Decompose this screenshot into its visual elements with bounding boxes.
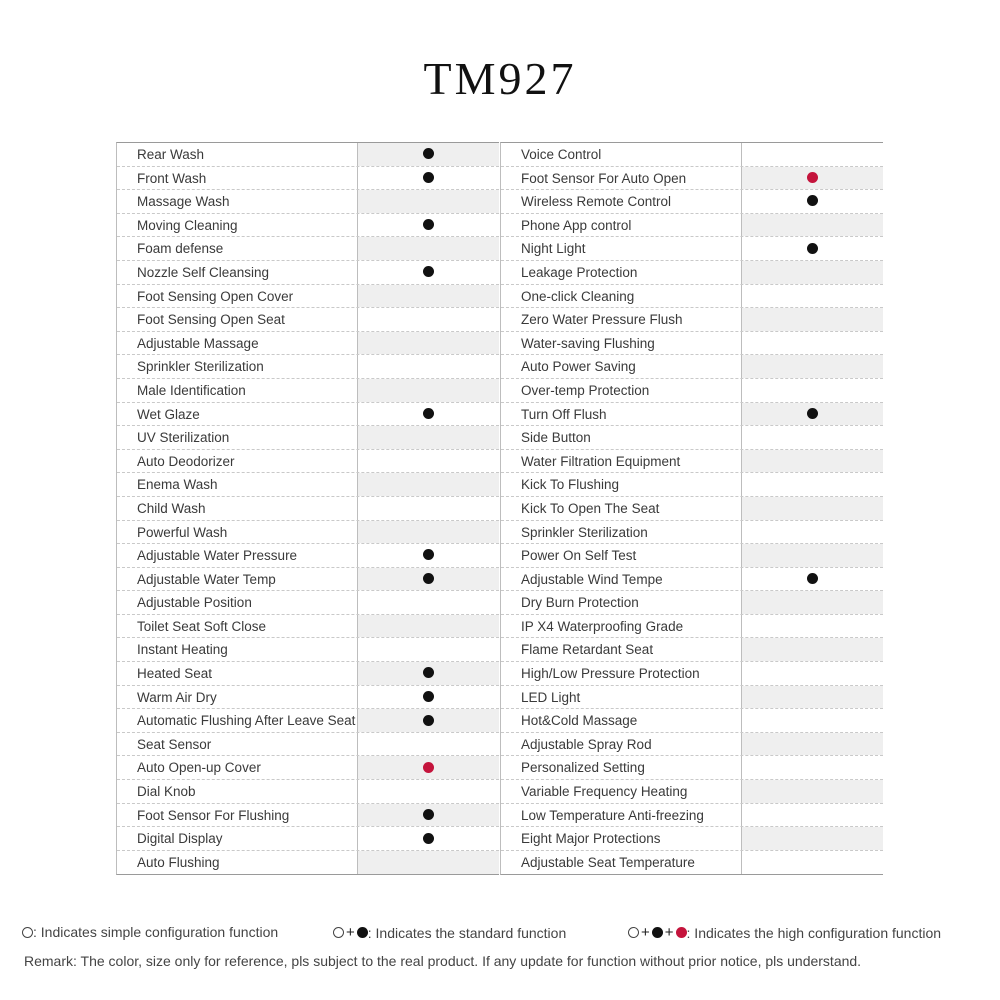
feature-row bbox=[117, 143, 499, 167]
legend-high-text: : Indicates the high configuration function bbox=[686, 924, 942, 941]
feature-mark-cell bbox=[741, 638, 883, 661]
feature-row bbox=[117, 733, 499, 757]
feature-row bbox=[501, 473, 883, 497]
feature-mark-cell bbox=[357, 568, 499, 591]
feature-label: Seat Sensor bbox=[137, 736, 212, 752]
feature-row bbox=[117, 686, 499, 710]
black-dot-icon bbox=[423, 573, 434, 584]
feature-row bbox=[501, 450, 883, 474]
feature-mark-cell bbox=[741, 521, 883, 544]
feature-label: Auto Flushing bbox=[137, 854, 220, 870]
feature-mark-cell bbox=[357, 615, 499, 638]
feature-mark-cell bbox=[741, 308, 883, 331]
feature-mark-cell bbox=[357, 473, 499, 496]
feature-row bbox=[117, 473, 499, 497]
feature-mark-cell bbox=[357, 450, 499, 473]
feature-label: Rear Wash bbox=[137, 147, 205, 162]
feature-row bbox=[501, 167, 883, 191]
feature-mark-cell bbox=[357, 403, 499, 426]
feature-label: Hot&Cold Massage bbox=[521, 713, 638, 729]
feature-label: Sprinkler Sterilization bbox=[521, 524, 648, 540]
feature-row bbox=[501, 686, 883, 710]
legend-simple bbox=[22, 924, 278, 940]
feature-mark-cell bbox=[741, 851, 883, 875]
black-dot-icon bbox=[423, 667, 434, 678]
plus-sign: + bbox=[664, 924, 674, 941]
feature-table-left bbox=[116, 142, 499, 875]
feature-label: Sprinkler Sterilization bbox=[137, 359, 264, 375]
feature-mark-cell bbox=[741, 544, 883, 567]
feature-mark-cell bbox=[357, 332, 499, 355]
feature-row bbox=[501, 591, 883, 615]
feature-row bbox=[117, 709, 499, 733]
feature-row bbox=[117, 403, 499, 427]
feature-mark-cell bbox=[741, 615, 883, 638]
feature-label: Kick To Flushing bbox=[521, 477, 620, 493]
red-dot-icon bbox=[676, 927, 687, 938]
feature-label: Warm Air Dry bbox=[137, 689, 217, 705]
feature-mark-cell bbox=[741, 827, 883, 850]
feature-row bbox=[117, 851, 499, 875]
feature-label: Low Temperature Anti-freezing bbox=[521, 807, 704, 823]
feature-row bbox=[501, 756, 883, 780]
feature-mark-cell bbox=[741, 190, 883, 213]
feature-row bbox=[501, 709, 883, 733]
feature-mark-cell bbox=[357, 261, 499, 284]
feature-mark-cell bbox=[357, 379, 499, 402]
feature-label: Dial Knob bbox=[137, 784, 196, 800]
feature-row bbox=[117, 662, 499, 686]
feature-label: Flame Retardant Seat bbox=[521, 642, 654, 658]
black-dot-icon bbox=[423, 172, 434, 183]
feature-mark-cell bbox=[357, 237, 499, 260]
black-dot-icon bbox=[807, 408, 818, 419]
feature-mark-cell bbox=[741, 497, 883, 520]
feature-mark-cell bbox=[357, 804, 499, 827]
black-dot-icon bbox=[423, 809, 434, 820]
feature-row bbox=[117, 780, 499, 804]
feature-mark-cell bbox=[357, 591, 499, 614]
feature-row bbox=[501, 851, 883, 875]
feature-mark-cell bbox=[357, 756, 499, 779]
feature-label: Moving Cleaning bbox=[137, 217, 238, 233]
feature-label: Over-temp Protection bbox=[521, 382, 650, 398]
feature-label: Child Wash bbox=[137, 500, 206, 516]
feature-mark-cell bbox=[741, 756, 883, 779]
feature-mark-cell bbox=[741, 709, 883, 732]
black-dot-icon bbox=[423, 219, 434, 230]
feature-row bbox=[117, 497, 499, 521]
feature-mark-cell bbox=[357, 167, 499, 190]
feature-label: High/Low Pressure Protection bbox=[521, 666, 700, 682]
black-dot-icon bbox=[423, 833, 434, 844]
feature-label: Digital Display bbox=[137, 831, 223, 847]
feature-row bbox=[501, 568, 883, 592]
feature-label: Nozzle Self Cleansing bbox=[137, 264, 270, 280]
feature-label: Foot Sensor For Auto Open bbox=[521, 170, 687, 186]
legend-simple-text: : Indicates simple configuration function bbox=[33, 924, 279, 940]
feature-row bbox=[501, 544, 883, 568]
feature-label: Adjustable Spray Rod bbox=[521, 736, 652, 752]
feature-row bbox=[117, 638, 499, 662]
feature-label: Water Filtration Equipment bbox=[521, 453, 681, 469]
feature-mark-cell bbox=[741, 355, 883, 378]
feature-row bbox=[117, 167, 499, 191]
feature-mark-cell bbox=[357, 143, 499, 166]
feature-label: Wet Glaze bbox=[137, 406, 200, 422]
feature-mark-cell bbox=[357, 285, 499, 308]
feature-label: Auto Power Saving bbox=[521, 359, 636, 375]
feature-mark-cell bbox=[357, 851, 499, 875]
plus-sign: + bbox=[346, 924, 355, 941]
feature-mark-cell bbox=[741, 379, 883, 402]
feature-mark-cell bbox=[741, 662, 883, 685]
feature-row bbox=[117, 308, 499, 332]
feature-label: Water-saving Flushing bbox=[521, 335, 655, 351]
feature-mark-cell bbox=[741, 686, 883, 709]
feature-row bbox=[117, 190, 499, 214]
black-dot-icon bbox=[807, 573, 818, 584]
feature-row bbox=[117, 827, 499, 851]
feature-label: Variable Frequency Heating bbox=[521, 784, 688, 800]
feature-row bbox=[501, 615, 883, 639]
feature-label: Heated Seat bbox=[137, 666, 213, 682]
black-dot-icon bbox=[357, 927, 368, 938]
feature-label: Male Identification bbox=[137, 382, 246, 398]
page-title: TM927 bbox=[423, 53, 577, 104]
feature-mark-cell bbox=[741, 804, 883, 827]
feature-label: Side Button bbox=[521, 430, 591, 446]
feature-label: Eight Major Protections bbox=[521, 831, 661, 847]
feature-mark-cell bbox=[357, 190, 499, 213]
feature-mark-cell bbox=[357, 308, 499, 331]
feature-label: Personalized Setting bbox=[521, 760, 645, 776]
feature-row bbox=[117, 426, 499, 450]
feature-label: Leakage Protection bbox=[521, 264, 638, 280]
feature-row bbox=[501, 143, 883, 167]
black-dot-icon bbox=[423, 715, 434, 726]
feature-label: Foot Sensing Open Seat bbox=[137, 312, 285, 328]
feature-row bbox=[117, 285, 499, 309]
feature-row bbox=[117, 261, 499, 285]
feature-row bbox=[117, 332, 499, 356]
feature-mark-cell bbox=[741, 237, 883, 260]
feature-mark-cell bbox=[741, 261, 883, 284]
feature-mark-cell bbox=[741, 568, 883, 591]
feature-row bbox=[501, 355, 883, 379]
open-circle-icon bbox=[333, 927, 344, 938]
feature-label: Foot Sensor For Flushing bbox=[137, 807, 290, 823]
feature-row bbox=[117, 568, 499, 592]
feature-mark-cell bbox=[741, 780, 883, 803]
black-dot-icon bbox=[807, 243, 818, 254]
black-dot-icon bbox=[423, 408, 434, 419]
feature-row bbox=[501, 804, 883, 828]
feature-table-right bbox=[500, 142, 883, 875]
feature-mark-cell bbox=[741, 332, 883, 355]
feature-label: Auto Deodorizer bbox=[137, 453, 235, 469]
feature-mark-cell bbox=[741, 450, 883, 473]
feature-mark-cell bbox=[741, 167, 883, 190]
feature-row bbox=[501, 190, 883, 214]
feature-mark-cell bbox=[357, 214, 499, 237]
feature-row bbox=[501, 521, 883, 545]
feature-row bbox=[501, 261, 883, 285]
feature-label: Turn Off Flush bbox=[521, 406, 607, 422]
feature-mark-cell bbox=[357, 733, 499, 756]
feature-row bbox=[117, 450, 499, 474]
feature-mark-cell bbox=[741, 143, 883, 166]
feature-row bbox=[117, 379, 499, 403]
feature-label: Automatic Flushing After Leave Seat bbox=[137, 713, 356, 729]
feature-mark-cell bbox=[741, 426, 883, 449]
feature-row bbox=[117, 237, 499, 261]
feature-label: Voice Control bbox=[521, 147, 602, 162]
feature-row bbox=[501, 638, 883, 662]
feature-label: Wireless Remote Control bbox=[521, 194, 672, 210]
feature-label: Massage Wash bbox=[137, 194, 230, 210]
legend-high bbox=[628, 924, 941, 941]
feature-mark-cell bbox=[357, 709, 499, 732]
feature-row bbox=[501, 332, 883, 356]
open-circle-icon bbox=[22, 927, 33, 938]
feature-label: UV Sterilization bbox=[137, 430, 230, 446]
feature-row bbox=[501, 308, 883, 332]
feature-label: Adjustable Massage bbox=[137, 335, 259, 351]
legend-standard bbox=[333, 924, 566, 941]
feature-mark-cell bbox=[741, 473, 883, 496]
feature-row bbox=[501, 379, 883, 403]
feature-row bbox=[501, 285, 883, 309]
feature-label: Power On Self Test bbox=[521, 548, 637, 564]
feature-row bbox=[501, 662, 883, 686]
feature-mark-cell bbox=[741, 591, 883, 614]
feature-mark-cell bbox=[357, 497, 499, 520]
feature-mark-cell bbox=[357, 638, 499, 661]
black-dot-icon bbox=[423, 266, 434, 277]
feature-row bbox=[501, 733, 883, 757]
feature-label: Adjustable Position bbox=[137, 595, 252, 611]
feature-row bbox=[117, 544, 499, 568]
feature-row bbox=[501, 780, 883, 804]
feature-row bbox=[117, 615, 499, 639]
feature-label: Night Light bbox=[521, 241, 586, 257]
feature-mark-cell bbox=[741, 733, 883, 756]
feature-row bbox=[501, 426, 883, 450]
feature-label: Toilet Seat Soft Close bbox=[137, 618, 267, 634]
feature-row bbox=[117, 591, 499, 615]
feature-row bbox=[501, 403, 883, 427]
feature-label: Instant Heating bbox=[137, 642, 228, 658]
black-dot-icon bbox=[652, 927, 663, 938]
feature-mark-cell bbox=[357, 780, 499, 803]
feature-row bbox=[117, 521, 499, 545]
feature-label: Adjustable Wind Tempe bbox=[521, 571, 663, 587]
black-dot-icon bbox=[423, 691, 434, 702]
legend-standard-text: : Indicates the standard function bbox=[367, 924, 567, 941]
feature-label: Powerful Wash bbox=[137, 524, 228, 540]
feature-mark-cell bbox=[357, 686, 499, 709]
feature-row bbox=[501, 214, 883, 238]
feature-label: Kick To Open The Seat bbox=[521, 500, 660, 516]
feature-label: LED Light bbox=[521, 689, 581, 705]
feature-row bbox=[501, 237, 883, 261]
feature-label: Adjustable Water Temp bbox=[137, 571, 276, 587]
feature-row bbox=[117, 355, 499, 379]
plus-sign: + bbox=[641, 924, 650, 941]
feature-mark-cell bbox=[357, 827, 499, 850]
feature-label: Phone App control bbox=[521, 217, 632, 233]
remark-text: Remark: The color, size only for reference, pls subject to the real product. If any update for function without prior notice, pls understand. bbox=[24, 953, 862, 969]
open-circle-icon bbox=[628, 927, 639, 938]
feature-mark-cell bbox=[741, 285, 883, 308]
feature-row bbox=[501, 497, 883, 521]
feature-label: Adjustable Water Pressure bbox=[137, 548, 298, 564]
black-dot-icon bbox=[423, 148, 434, 159]
feature-label: Adjustable Seat Temperature bbox=[521, 854, 695, 870]
feature-mark-cell bbox=[357, 521, 499, 544]
feature-label: Foam defense bbox=[137, 241, 224, 257]
feature-label: Zero Water Pressure Flush bbox=[521, 312, 683, 328]
feature-label: Dry Burn Protection bbox=[521, 595, 639, 611]
feature-mark-cell bbox=[357, 426, 499, 449]
feature-label: Auto Open-up Cover bbox=[137, 760, 261, 776]
feature-mark-cell bbox=[741, 214, 883, 237]
feature-row bbox=[117, 756, 499, 780]
feature-row bbox=[117, 214, 499, 238]
feature-mark-cell bbox=[741, 403, 883, 426]
feature-label: IP X4 Waterproofing Grade bbox=[521, 618, 684, 634]
feature-mark-cell bbox=[357, 544, 499, 567]
feature-row bbox=[117, 804, 499, 828]
feature-label: One-click Cleaning bbox=[521, 288, 635, 304]
feature-label: Enema Wash bbox=[137, 477, 218, 493]
black-dot-icon bbox=[423, 549, 434, 560]
red-dot-icon bbox=[423, 762, 434, 773]
red-dot-icon bbox=[807, 172, 818, 183]
feature-label: Foot Sensing Open Cover bbox=[137, 288, 294, 304]
feature-row bbox=[501, 827, 883, 851]
feature-label: Front Wash bbox=[137, 170, 207, 186]
feature-mark-cell bbox=[357, 355, 499, 378]
black-dot-icon bbox=[807, 195, 818, 206]
feature-mark-cell bbox=[357, 662, 499, 685]
